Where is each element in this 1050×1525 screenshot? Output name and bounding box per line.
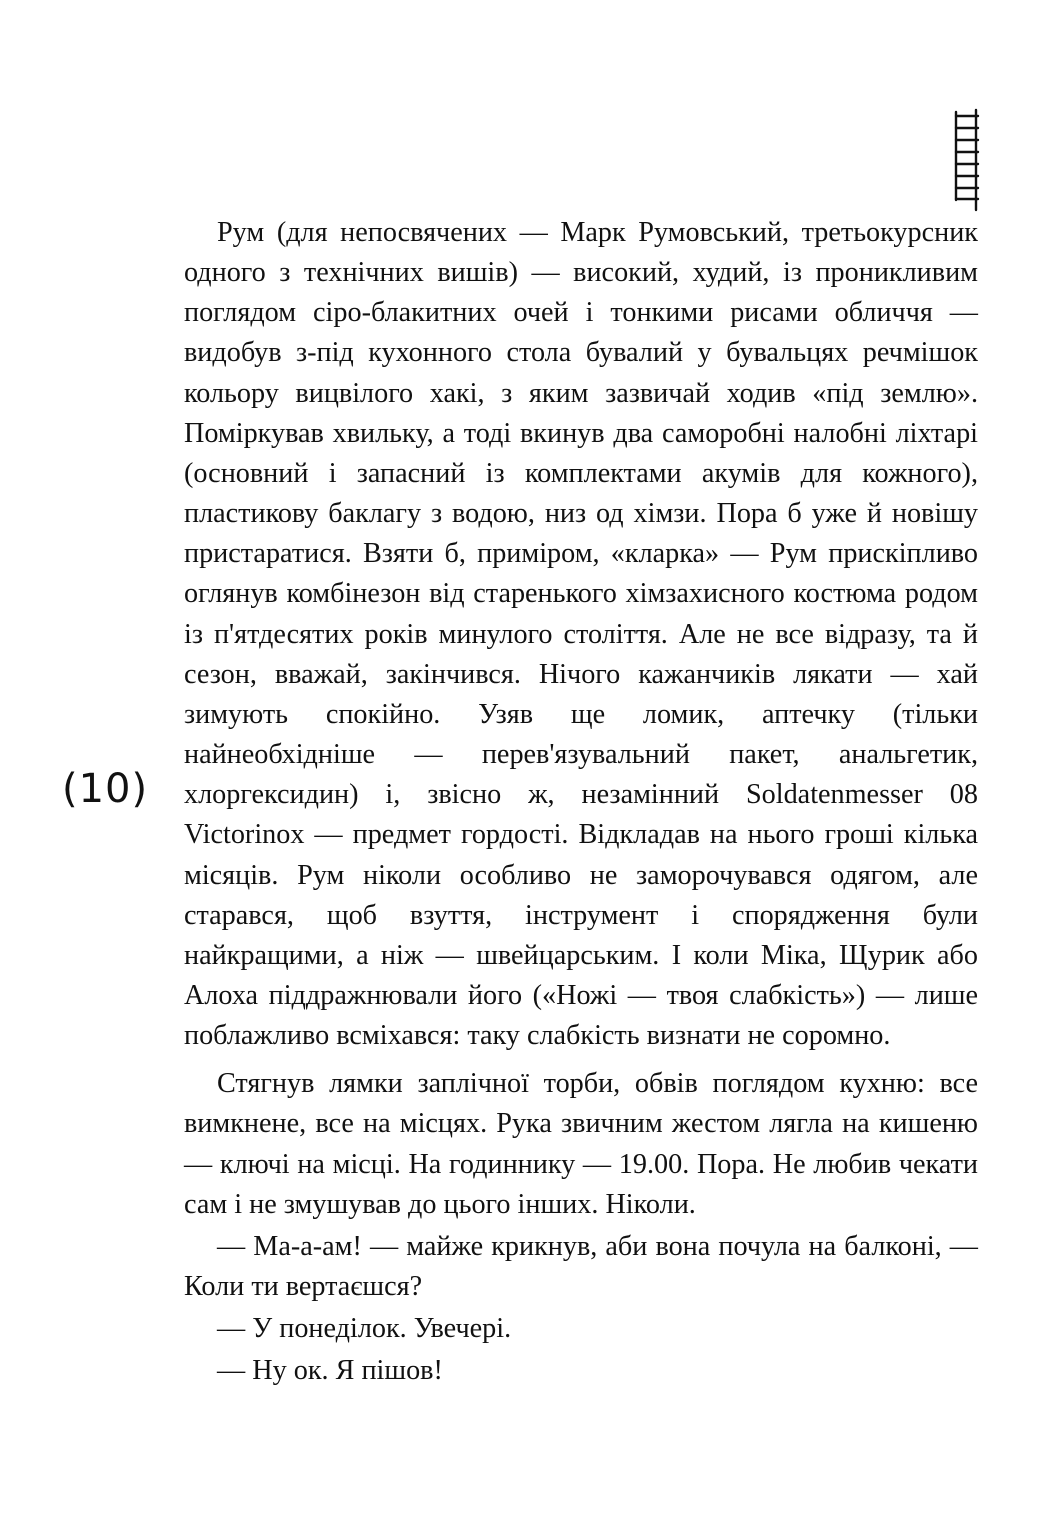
ladder-icon [948, 108, 984, 212]
paragraph: Стягнув лямки заплічної торби, обвів поглядом кухню: все вимкнене, все на місцях. Рука звичним жестом лягла на кишеню — ключі на місці. На годиннику — 19.00. Пора. Не любив чекати сам і не змушував до цього інших. Ніколи. [184, 1068, 978, 1220]
page-number: (10) [62, 766, 149, 812]
body-text [184, 213, 978, 1392]
dialogue-line: — У понеділок. Увечері. [217, 1313, 512, 1345]
dialogue-line: — Ма-а-ам! — майже крикнув, аби вона почула на балконі, — Коли ти вертаєшся? [184, 1230, 978, 1303]
paragraph: Рум (для непосвячених — Марк Румовський, третьокурсник одного з технічних вишів) — високий, худий, із проникливим поглядом сіро-блакитних очей і тонкими рисами обличчя — видобув з-під кухонного стола бувалий у бувальцях речмішок кольору вицвілого хакі, з яким зазвичай ходив «під землю». Поміркував хвильку, а тоді вкинув два саморобні налобні ліхтарі (основний і запасний із комплектами акумів для кожного), пластикову баклагу з водою, низ од хімзи. Пора б уже й новішу пристаратися. Взяти б, приміром, «кларка» — Рум прискіпливо оглянув комбінезон від старенького хімзахисного костюма родом із п'ятдесятих років минулого століття. Але не все відразу, та й сезон, вважай, закінчився. Нічого кажанчиків лякати — хай зимують спокійно. Узяв ще ломик, аптечку (тільки найнеобхідніше — перев'язувальний пакет, анальгетик, хлоргексидин) і, звісно ж, незамінний Soldatenmesser 08 Victorinox — предмет гордості. Відкладав на нього гроші кілька місяців. Рум ніколи особливо не заморочувався одягом, але старався, щоб взуття, інструмент і спорядження були найкращими, а ніж — швейцарським. І коли Міка, Щурик або Алоха піддражнювали його («Ножі — твоя слабкість») — лише поблажливо всміхався: таку слабкість визнати не соромно. [184, 217, 978, 1052]
dialogue-line: — Ну ок. Я пішов! [217, 1355, 443, 1387]
